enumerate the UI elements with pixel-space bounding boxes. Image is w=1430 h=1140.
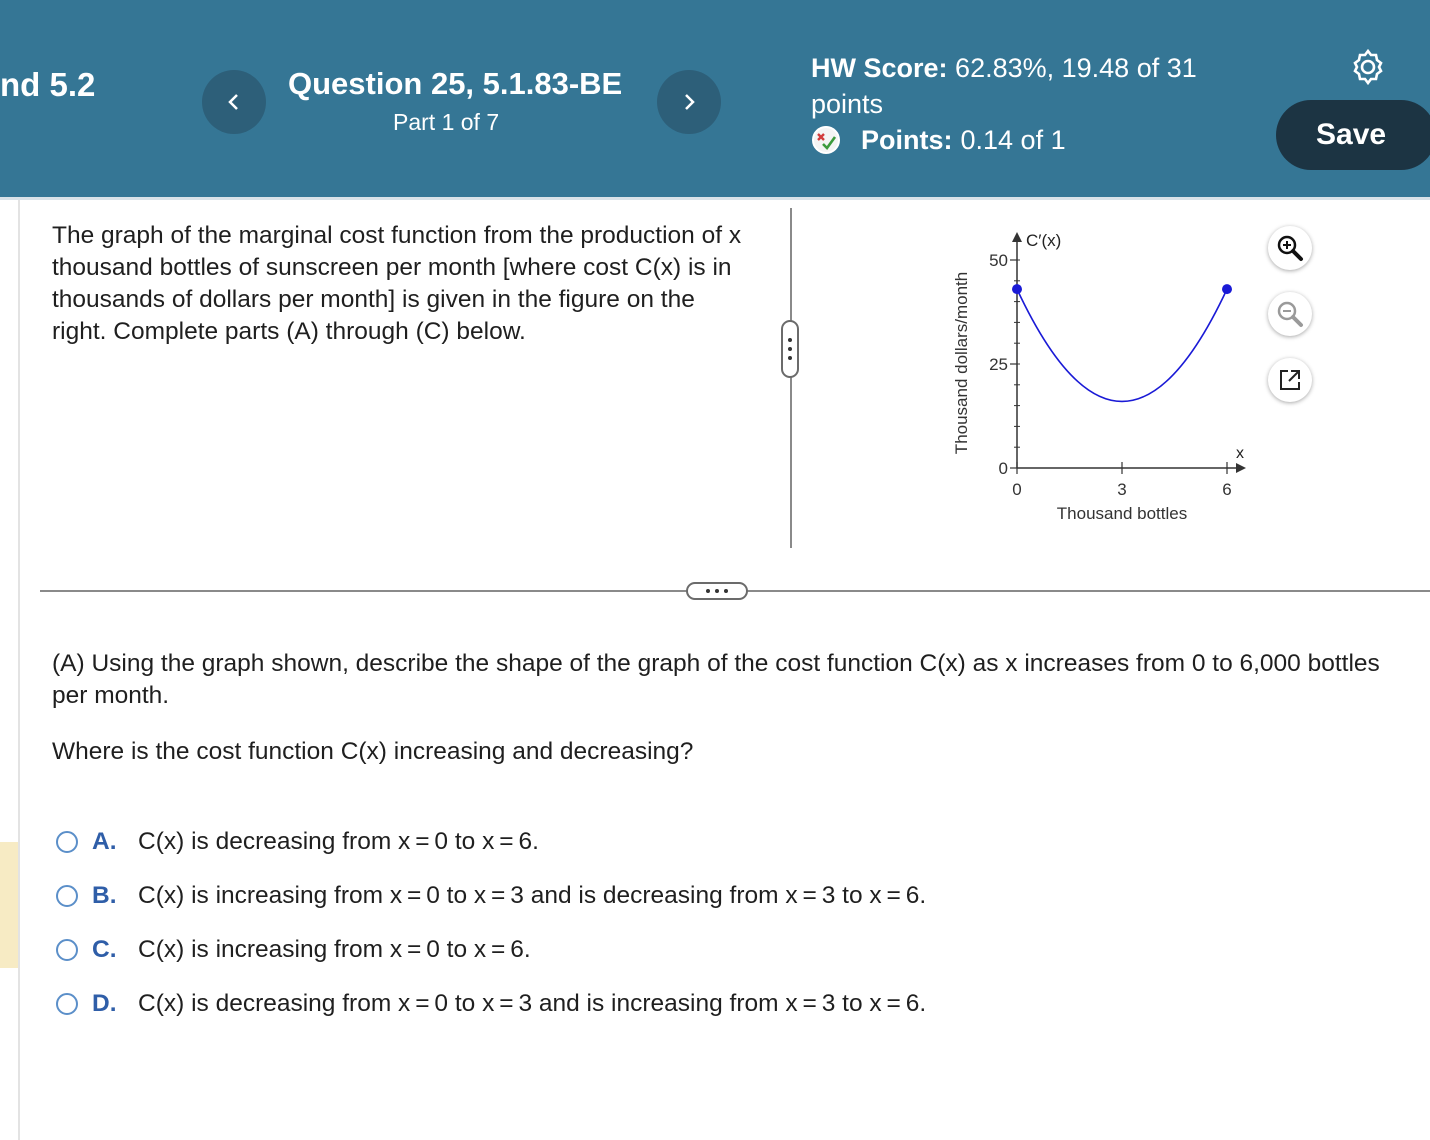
- option-text: C(x) is increasing from x = 0 to x = 3 and is decreasing from x = 3 to x = 6.: [138, 882, 927, 909]
- hw-score-unit: points: [811, 89, 884, 119]
- part-a-question: Where is the cost function C(x) increasing and decreasing?: [52, 738, 694, 765]
- option-text: C(x) is decreasing from x = 0 to x = 3 and is increasing from x = 3 to x = 6.: [138, 990, 927, 1017]
- radio-button[interactable]: [56, 831, 78, 853]
- option-b[interactable]: [56, 869, 926, 923]
- marginal-cost-chart: [940, 220, 1270, 540]
- radio-button[interactable]: [56, 939, 78, 961]
- chevron-right-icon: [682, 93, 696, 111]
- y-tick-label: 25: [989, 355, 1008, 374]
- option-letter: B.: [92, 882, 117, 909]
- zoom-out-button[interactable]: [1268, 292, 1312, 336]
- option-a[interactable]: [56, 815, 926, 869]
- zoom-in-icon: [1275, 233, 1305, 263]
- option-letter: C.: [92, 936, 117, 963]
- chart-title: C′(x): [1026, 231, 1062, 250]
- save-button[interactable]: Save: [1276, 100, 1430, 170]
- header-bar: [0, 0, 1430, 197]
- y-axis-arrow: [1012, 232, 1022, 242]
- horizontal-resize-handle[interactable]: [686, 582, 748, 600]
- vertical-divider: [790, 208, 792, 548]
- radio-button[interactable]: [56, 993, 78, 1015]
- section-title: nd 5.2: [0, 66, 96, 103]
- previous-question-button[interactable]: [202, 70, 266, 134]
- x-axis-title: Thousand bottles: [1056, 504, 1188, 523]
- option-text: C(x) is increasing from x = 0 to x = 6.: [138, 936, 531, 963]
- x-tick-label: 0: [1012, 480, 1022, 499]
- zoom-in-button[interactable]: [1268, 226, 1312, 270]
- vertical-resize-handle[interactable]: [781, 320, 799, 378]
- part-a-prompt: (A) Using the graph shown, describe the shape of the graph of the cost function C(x) as x increases from 0 to 6,000 bottles per month.: [52, 650, 1380, 709]
- highlight-tab: [0, 842, 18, 968]
- points-label: Points:: [861, 125, 953, 155]
- x-axis-arrow: [1236, 463, 1246, 473]
- popout-icon: [1277, 367, 1303, 393]
- question-intro: The graph of the marginal cost function from the production of x thousand bottles of sunscreen per month [where cost C(x) is in thousands of dollars per month] is given in the figure on the right. Complete parts (A) through (C) below.: [52, 222, 742, 345]
- zoom-out-icon: [1275, 299, 1305, 329]
- series-line: [1017, 289, 1227, 401]
- option-c[interactable]: [56, 923, 926, 977]
- chevron-left-icon: [227, 93, 241, 111]
- option-letter: D.: [92, 990, 117, 1017]
- x-tick-label: 6: [1222, 480, 1232, 499]
- left-border: [18, 200, 20, 1140]
- hw-score-label: HW Score:: [811, 53, 948, 83]
- question-part: Part 1 of 7: [393, 109, 500, 135]
- score-panel: [811, 50, 1197, 158]
- endpoint-marker: [1222, 284, 1232, 294]
- option-letter: A.: [92, 828, 117, 855]
- x-axis-end-label: x: [1236, 445, 1244, 462]
- points-value: 0.14 of 1: [960, 125, 1066, 155]
- answer-options: [56, 815, 926, 1031]
- next-question-button[interactable]: [657, 70, 721, 134]
- x-tick-label: 3: [1117, 480, 1127, 499]
- endpoint-marker: [1012, 284, 1022, 294]
- gear-icon[interactable]: [1349, 48, 1387, 86]
- y-tick-label: 50: [989, 251, 1008, 270]
- partial-credit-icon: [811, 125, 841, 155]
- radio-button[interactable]: [56, 885, 78, 907]
- popout-button[interactable]: [1268, 358, 1312, 402]
- header-divider: [0, 197, 1430, 200]
- y-axis-title: Thousand dollars/month: [952, 271, 971, 455]
- hw-score-value: 62.83%, 19.48 of 31: [955, 53, 1197, 83]
- option-d[interactable]: [56, 977, 926, 1031]
- y-tick-label: 0: [998, 459, 1008, 478]
- option-text: C(x) is decreasing from x = 0 to x = 6.: [138, 828, 539, 855]
- question-title: Question 25, 5.1.83-BE: [288, 66, 623, 101]
